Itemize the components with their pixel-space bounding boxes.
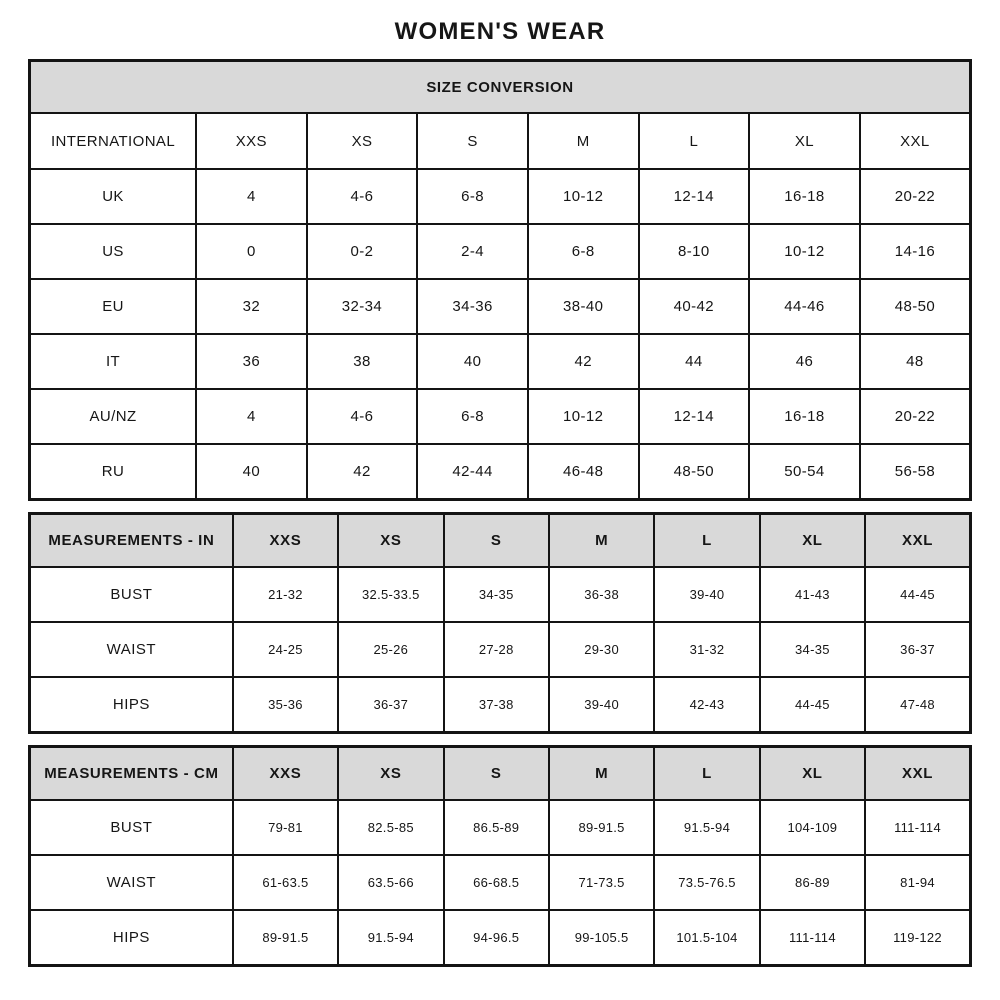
column-header-cell: XXS xyxy=(196,113,307,169)
table-row xyxy=(30,800,971,855)
value-cell: 39-40 xyxy=(549,677,654,733)
value-cell: 8-10 xyxy=(639,224,750,279)
value-cell: 89-91.5 xyxy=(233,910,338,966)
table-row xyxy=(30,677,971,733)
measurements-in-header: MEASUREMENTS - IN xyxy=(30,514,233,568)
value-cell: 25-26 xyxy=(338,622,443,677)
column-header-cell: L xyxy=(639,113,750,169)
table-row xyxy=(30,169,971,224)
size-header-cell: XXL xyxy=(865,514,970,568)
value-cell: 0-2 xyxy=(307,224,418,279)
value-cell: 82.5-85 xyxy=(338,800,443,855)
column-header-cell: XL xyxy=(749,113,860,169)
measurements-in-body xyxy=(30,567,971,733)
row-label-cell: US xyxy=(30,224,197,279)
value-cell: 27-28 xyxy=(444,622,549,677)
column-header-cell: M xyxy=(528,113,639,169)
measurements-in-table xyxy=(28,512,972,734)
measurements-cm-header: MEASUREMENTS - CM xyxy=(30,747,233,801)
size-header-cell: M xyxy=(549,747,654,801)
size-header-cell: XXL xyxy=(865,747,970,801)
value-cell: 42 xyxy=(307,444,418,500)
size-header-cell: XXS xyxy=(233,514,338,568)
table-row xyxy=(30,224,971,279)
row-label-cell: IT xyxy=(30,334,197,389)
value-cell: 47-48 xyxy=(865,677,970,733)
value-cell: 73.5-76.5 xyxy=(654,855,759,910)
value-cell: 0 xyxy=(196,224,307,279)
value-cell: 24-25 xyxy=(233,622,338,677)
value-cell: 32 xyxy=(196,279,307,334)
size-header-cell: S xyxy=(444,747,549,801)
value-cell: 79-81 xyxy=(233,800,338,855)
value-cell: 36-37 xyxy=(865,622,970,677)
value-cell: 71-73.5 xyxy=(549,855,654,910)
value-cell: 39-40 xyxy=(654,567,759,622)
row-label-cell: WAIST xyxy=(30,855,233,910)
value-cell: 12-14 xyxy=(639,389,750,444)
value-cell: 20-22 xyxy=(860,169,971,224)
value-cell: 42-44 xyxy=(417,444,528,500)
row-label-cell: BUST xyxy=(30,800,233,855)
value-cell: 6-8 xyxy=(528,224,639,279)
column-header-cell: XXL xyxy=(860,113,971,169)
value-cell: 44 xyxy=(639,334,750,389)
value-cell: 44-45 xyxy=(865,567,970,622)
value-cell: 16-18 xyxy=(749,389,860,444)
value-cell: 99-105.5 xyxy=(549,910,654,966)
column-header-cell: S xyxy=(417,113,528,169)
value-cell: 20-22 xyxy=(860,389,971,444)
row-label-cell: RU xyxy=(30,444,197,500)
value-cell: 21-32 xyxy=(233,567,338,622)
value-cell: 12-14 xyxy=(639,169,750,224)
size-conversion-band-row xyxy=(30,61,971,114)
value-cell: 119-122 xyxy=(865,910,970,966)
value-cell: 36-37 xyxy=(338,677,443,733)
value-cell: 38-40 xyxy=(528,279,639,334)
value-cell: 56-58 xyxy=(860,444,971,500)
size-header-cell: S xyxy=(444,514,549,568)
value-cell: 91.5-94 xyxy=(338,910,443,966)
value-cell: 42 xyxy=(528,334,639,389)
value-cell: 94-96.5 xyxy=(444,910,549,966)
value-cell: 104-109 xyxy=(760,800,865,855)
table-row xyxy=(30,389,971,444)
size-header-cell: XL xyxy=(760,514,865,568)
measurements-cm-header-row xyxy=(30,747,971,801)
table-row xyxy=(30,855,971,910)
value-cell: 40 xyxy=(196,444,307,500)
row-label-cell: BUST xyxy=(30,567,233,622)
value-cell: 2-4 xyxy=(417,224,528,279)
value-cell: 6-8 xyxy=(417,169,528,224)
value-cell: 35-36 xyxy=(233,677,338,733)
measurements-cm-body xyxy=(30,800,971,966)
value-cell: 40 xyxy=(417,334,528,389)
value-cell: 32.5-33.5 xyxy=(338,567,443,622)
table-row xyxy=(30,279,971,334)
column-header-row xyxy=(30,113,971,169)
value-cell: 34-35 xyxy=(760,622,865,677)
value-cell: 40-42 xyxy=(639,279,750,334)
row-label-cell: EU xyxy=(30,279,197,334)
row-label-cell: HIPS xyxy=(30,910,233,966)
value-cell: 10-12 xyxy=(528,389,639,444)
value-cell: 42-43 xyxy=(654,677,759,733)
size-header-cell: XS xyxy=(338,514,443,568)
value-cell: 111-114 xyxy=(865,800,970,855)
table-row xyxy=(30,334,971,389)
row-label-cell: WAIST xyxy=(30,622,233,677)
value-cell: 4-6 xyxy=(307,169,418,224)
value-cell: 46-48 xyxy=(528,444,639,500)
table-row xyxy=(30,567,971,622)
value-cell: 29-30 xyxy=(549,622,654,677)
size-conversion-body xyxy=(30,169,971,500)
value-cell: 36-38 xyxy=(549,567,654,622)
size-header-cell: XS xyxy=(338,747,443,801)
value-cell: 36 xyxy=(196,334,307,389)
size-header-cell: M xyxy=(549,514,654,568)
row-label-cell: HIPS xyxy=(30,677,233,733)
column-header-cell: XS xyxy=(307,113,418,169)
page-title: WOMEN'S WEAR xyxy=(394,18,606,45)
value-cell: 10-12 xyxy=(528,169,639,224)
value-cell: 34-36 xyxy=(417,279,528,334)
value-cell: 89-91.5 xyxy=(549,800,654,855)
value-cell: 86-89 xyxy=(760,855,865,910)
value-cell: 46 xyxy=(749,334,860,389)
value-cell: 37-38 xyxy=(444,677,549,733)
value-cell: 86.5-89 xyxy=(444,800,549,855)
value-cell: 66-68.5 xyxy=(444,855,549,910)
value-cell: 48 xyxy=(860,334,971,389)
table-row xyxy=(30,622,971,677)
column-header-cell: INTERNATIONAL xyxy=(30,113,197,169)
table-row xyxy=(30,444,971,500)
value-cell: 50-54 xyxy=(749,444,860,500)
value-cell: 48-50 xyxy=(639,444,750,500)
value-cell: 16-18 xyxy=(749,169,860,224)
value-cell: 10-12 xyxy=(749,224,860,279)
size-conversion-table xyxy=(28,59,972,501)
value-cell: 91.5-94 xyxy=(654,800,759,855)
value-cell: 44-46 xyxy=(749,279,860,334)
value-cell: 14-16 xyxy=(860,224,971,279)
value-cell: 44-45 xyxy=(760,677,865,733)
value-cell: 6-8 xyxy=(417,389,528,444)
size-header-cell: L xyxy=(654,747,759,801)
value-cell: 63.5-66 xyxy=(338,855,443,910)
value-cell: 4 xyxy=(196,389,307,444)
value-cell: 41-43 xyxy=(760,567,865,622)
value-cell: 32-34 xyxy=(307,279,418,334)
size-conversion-header: SIZE CONVERSION xyxy=(30,61,971,114)
value-cell: 34-35 xyxy=(444,567,549,622)
value-cell: 4-6 xyxy=(307,389,418,444)
value-cell: 111-114 xyxy=(760,910,865,966)
value-cell: 81-94 xyxy=(865,855,970,910)
row-label-cell: AU/NZ xyxy=(30,389,197,444)
size-header-cell: XL xyxy=(760,747,865,801)
value-cell: 101.5-104 xyxy=(654,910,759,966)
value-cell: 48-50 xyxy=(860,279,971,334)
size-header-cell: XXS xyxy=(233,747,338,801)
measurements-in-header-row xyxy=(30,514,971,568)
size-header-cell: L xyxy=(654,514,759,568)
value-cell: 31-32 xyxy=(654,622,759,677)
value-cell: 38 xyxy=(307,334,418,389)
value-cell: 61-63.5 xyxy=(233,855,338,910)
table-row xyxy=(30,910,971,966)
row-label-cell: UK xyxy=(30,169,197,224)
value-cell: 4 xyxy=(196,169,307,224)
measurements-cm-table xyxy=(28,745,972,967)
